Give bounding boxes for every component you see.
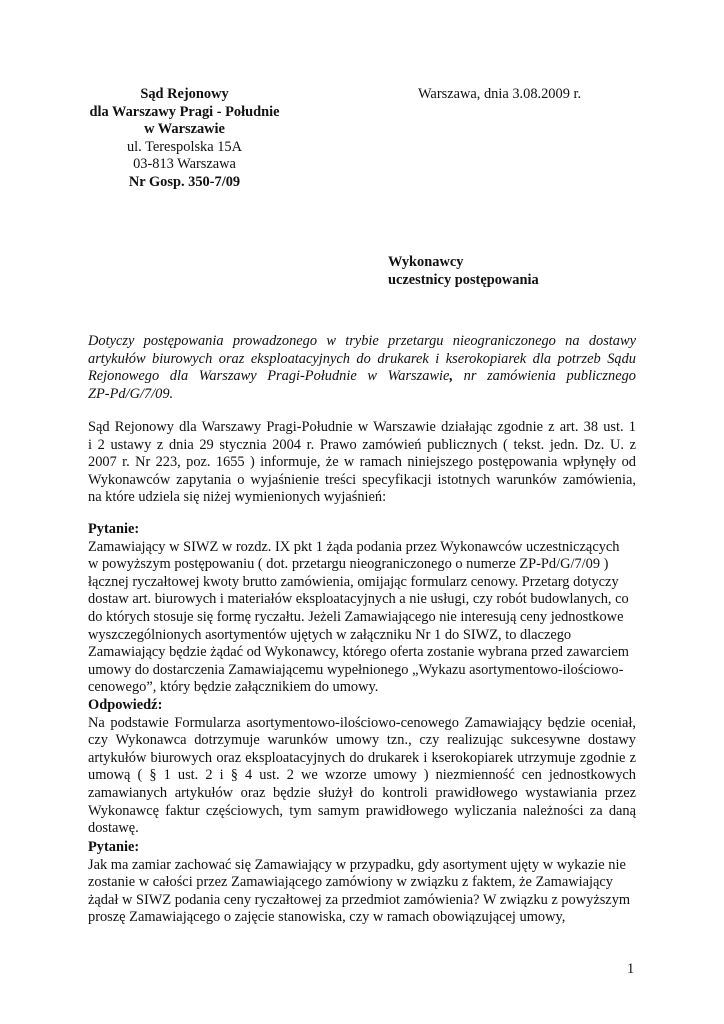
subject-line: ZP-Pd/G/7/09. [88,385,174,402]
sender-postcode: 03-813 Warszawa [133,156,236,172]
question-line: w powyższym postępowaniu ( dot. przetargu nieograniczonego o numerze ZP-Pd/G/7/09 ) [88,556,609,573]
question-line: Jak ma zamiar zachować się Zamawiający w przypadku, gdy asortyment ujęty w wykazie nie [88,856,626,873]
intro-paragraph [88,419,636,507]
sender-block [86,86,283,191]
sender-city: w Warszawie [144,121,225,137]
answer-1 [88,697,636,838]
question-line: zostanie w całości przez Zamawiającego zamówiony w związku z faktem, że Zamawiający [88,874,613,891]
sender-name: Sąd Rejonowy [140,86,229,102]
subject-line [88,368,636,386]
question-line: proszę Zamawiającego o zajęcie stanowiska, czy w ramach obowiązującej umowy, [88,909,566,926]
question-line: wyszczególnionych asortymentów ujętych w załączniku Nr 1 do SIWZ, to dlaczego [88,626,572,643]
letter-date: Warszawa, dnia 3.08.2009 r. [418,86,582,102]
answer-line: czy Wykonawca dotrzymuje warunków umowy tzn., czy realizując sukcesywne dostawy [88,732,636,749]
question-line: dostaw art. biurowych i materiałów eksploatacyjnych a nie usługi, czy robót budowlanych, co [88,591,629,608]
subject-line: artykułów biurowych oraz eksploatacyjnych do drukarek i kserokopiarek dla potrzeb Sądu [88,350,636,367]
answer-line: artykułów biurowych oraz eksploatacyjnych do drukarek i kserokopiarek utrzymuje zgodnie z [88,749,636,766]
page-number: 1 [627,961,635,977]
recipient-line1: Wykonawcy [388,254,464,270]
intro-line: 2007 r. Nr 223, poz. 1655 ) informuje, że w ramach niniejszego postępowania wpłynęły od [88,454,636,471]
question-heading: Pytanie: [88,521,140,537]
question-line: do których stosuje się formę ryczałtu. Jeżeli Zamawiającego nie interesują ceny jednostkowe [88,608,624,625]
subject-paragraph [88,333,636,403]
subject-line: Dotyczy postępowania prowadzonego w trybie przetargu nieograniczonego na dostawy [88,333,636,349]
question-2 [88,839,636,927]
case-number: Nr Gosp. 350-7/09 [128,173,241,190]
intro-line: i 2 ustawy z dnia 29 stycznia 2004 r. Prawo zamówień publicznych ( tekst. jedn. Dz. U. z [88,436,636,453]
subject-fragment: nr zamówienia publicznego [453,368,636,385]
question-line: Zamawiający będzie żądać od Wykonawcy, którego oferta zostanie wybrana przed zawarciem [88,644,629,661]
answer-line: dostawę. [88,820,139,837]
recipient-block [388,254,539,289]
answer-line: umową ( § 1 ust. 2 i § 4 ust. 2 we wzorze umowy ) niezmienność cen jednostkowych [88,767,636,784]
sender-name-line2: dla Warszawy Pragi - Południe [89,103,280,120]
answer-heading: Odpowiedź: [88,697,163,713]
question-line: żądał w SIWZ podania ceny ryczałtowej za przedmiot zamówienia? W związku z powyższym [88,891,631,908]
question-line: umowy do dostarczenia Zamawiającemu wypełnionego „Wykazu asortymentowo-ilościowo- [88,661,624,678]
subject-fragment: Rejonowego dla Warszawy Pragi-Południe w Warszawie [88,368,450,385]
question-line: łącznej ryczałtowej kwoty brutto zamówienia, omijając formularz cenowy. Przetarg dotyczy [88,573,619,590]
question-line: cenowego”, który będzie załącznikiem do umowy. [88,679,379,696]
recipient-line2: uczestnicy postępowania [388,271,539,288]
question-line: Zamawiający w SIWZ w rozdz. IX pkt 1 żąda podania przez Wykonawców uczestniczących [88,538,620,555]
intro-line: Sąd Rejonowy dla Warszawy Pragi-Południe w Warszawie działając zgodnie z art. 38 ust. 1 [88,419,636,435]
answer-line: Wykonawcę faktur częściowych, tym samym prawidłowego wyliczania należności za daną [88,802,636,819]
answer-line: zamawianych artykułów oraz będzie służył do kontroli prawidłowego wystawiania przez [88,784,636,801]
subject-comma: , [449,368,454,385]
question-heading: Pytanie: [88,839,140,855]
answer-line: Na podstawie Formularza asortymentowo-ilościowo-cenowego Zamawiający będzie oceniał, [88,714,636,731]
intro-line: Wykonawców zapytania o wyjaśnienie treści specyfikacji istotnych warunków zamówienia, [88,471,636,488]
intro-line: na które udziela się niżej wymienionych wyjaśnień: [88,489,387,506]
question-1 [88,521,636,697]
sender-street: ul. Terespolska 15A [126,138,243,155]
